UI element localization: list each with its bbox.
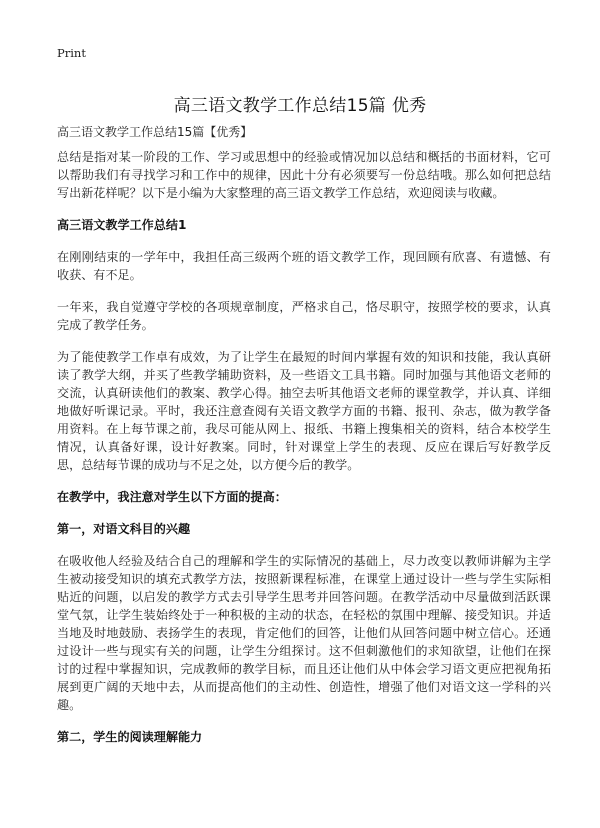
page-subtitle: 高三语文教学工作总结15篇【优秀】 — [57, 125, 253, 139]
paragraph: 为了能使教学工作卓有成效，为了让学生在最短的时间内掌握有效的知识和技能，我认真研读了教学大纲，并买了些教学辅助资料，及一些语文工具书籍。同时加强与其他语文老师的交流，认真研读他们的教案、教学心得。抽空去听其他语文老师的课堂教学，并认真、详细地做好听课记录。平时，我还注意查阅有关语文教学方面的书籍、报刊、杂志，做为教学备用资料。在上每节课之前，我尽可能从网上、报纸、书籍上搜集相关的资料，结合本校学生情况，认真备好课，设计好教案。同时，针对课堂上学生的表现、反应在课后写好教学反思，总结每节课的成功与不足之处，以方便今后的教学。 — [57, 350, 551, 472]
section-heading: 第二，学生的阅读理解能力 — [57, 730, 203, 744]
article-body — [57, 148, 551, 760]
paragraph: 一年来，我自觉遵守学校的各项规章制度，严格求自己，恪尽职守，按照学校的要求，认真完成了教学任务。 — [57, 300, 551, 332]
section-heading: 高三语文教学工作总结1 — [57, 218, 187, 232]
section-heading: 第一，对语文科目的兴趣 — [57, 522, 191, 536]
section-heading: 在教学中，我注意对学生以下方面的提高： — [57, 490, 287, 504]
page-title: 高三语文教学工作总结15篇 优秀 — [173, 96, 427, 117]
intro-paragraph: 总结是指对某一阶段的工作、学习或思想中的经验或情况加以总结和概括的书面材料，它可以帮助我们有寻找学习和工作中的规律，因此十分有必须要写一份总结哦。那么如何把总结写出新花样呢？以下是小编为大家整理的高三语文教学工作总结，欢迎阅读与收藏。 — [57, 150, 551, 200]
paragraph: 在吸收他人经验及结合自己的理解和学生的实际情况的基础上，尽力改变以教师讲解为主学生被动接受知识的填充式教学方法，按照新课程标准，在课堂上通过设计一些与学生实际相贴近的问题，以启发的教学方式去引导学生思考并回答问题。在教学活动中尽量做到活跃课堂气氛，让学生装始终处于一种积极的主动的状态，在轻松的氛围中理解、接受知识。并适当地及时地鼓励、表扬学生的表现，肯定他们的回答，让他们从回答问题中树立信心。还通过设计一些与现实有关的问题，让学生分组探讨。这不但刺激他们的求知欲望，让他们在探讨的过程中掌握知识，完成教师的教学目标，而且还让他们从中体会学习语文更应把视角拓展到更广阔的天地中去，从而提高他们的主动性、创造性，增强了他们对语文这一学科的兴趣。 — [57, 554, 551, 712]
print-label: Print — [57, 46, 86, 60]
paragraph: 在刚刚结束的一学年中，我担任高三级两个班的语文教学工作，现回顾有欣喜、有遗憾、有收获、有不足。 — [57, 250, 551, 282]
